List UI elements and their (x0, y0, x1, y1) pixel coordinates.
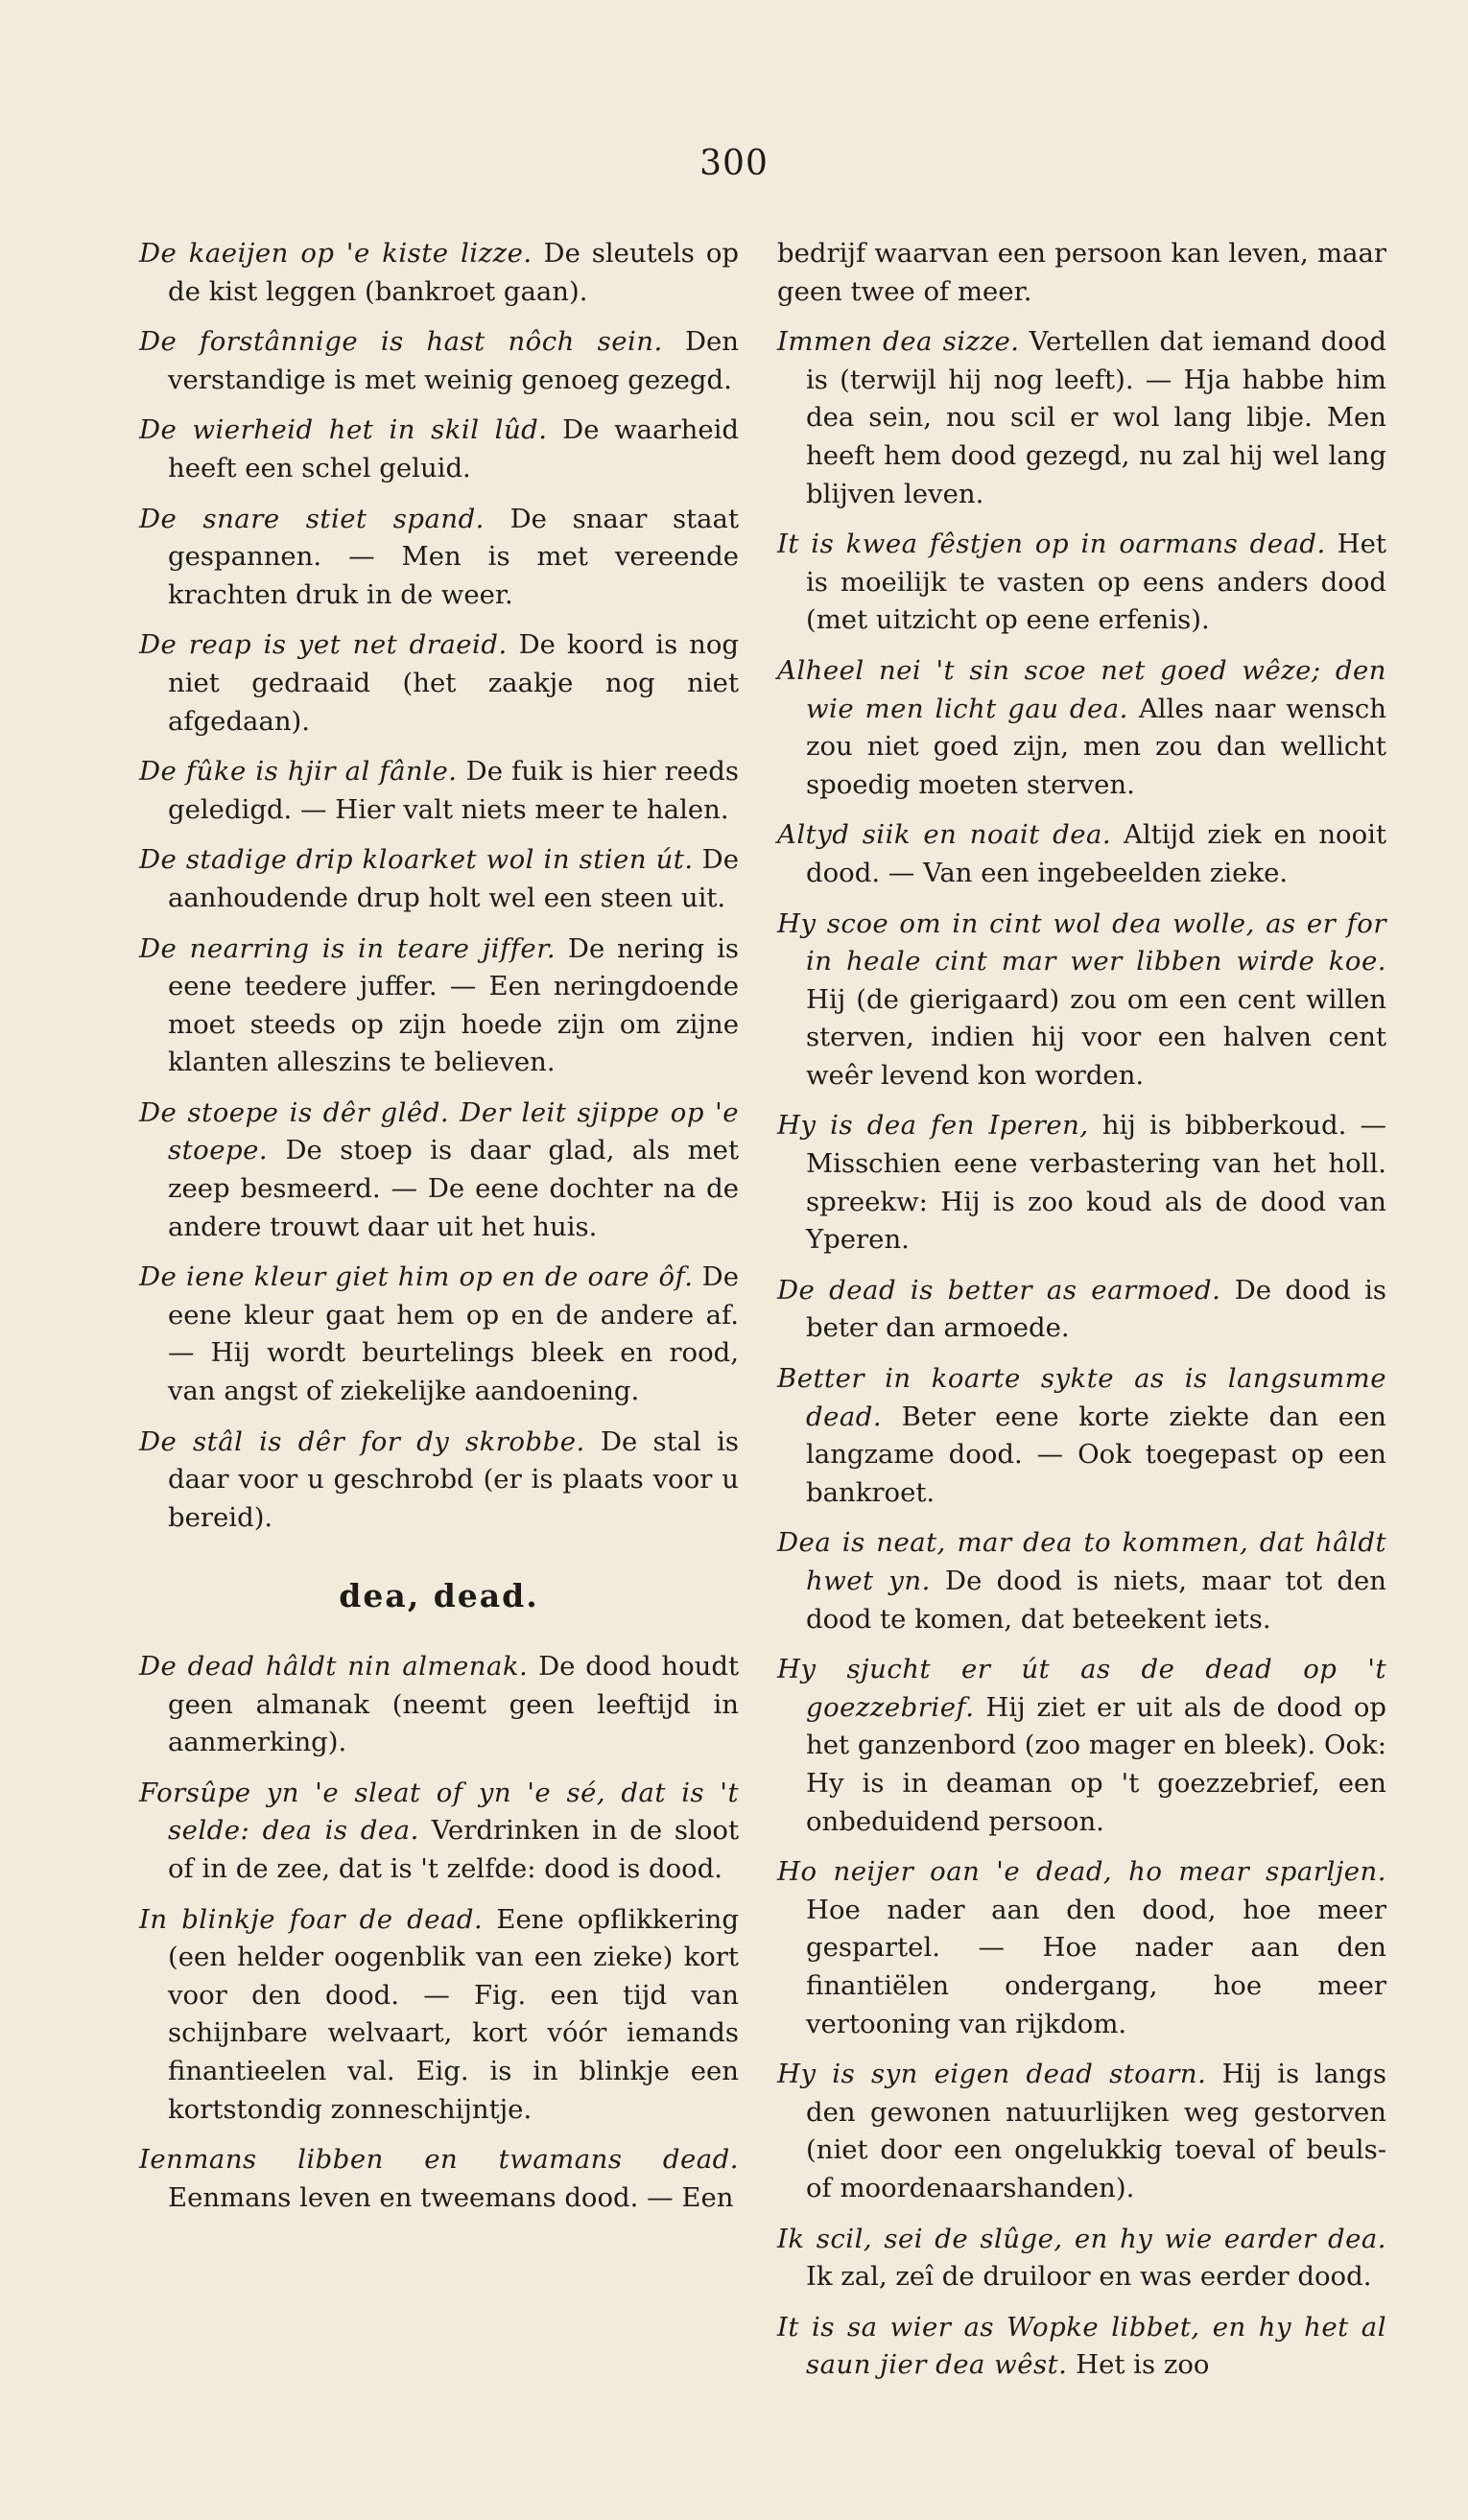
dictionary-entry (139, 1775, 739, 1889)
dictionary-entry (139, 1424, 739, 1538)
entry-phrase: Better in koarte sykte as is langsumme dead. (777, 1363, 1386, 1432)
entry-meaning: De aanhoudende drup holt wel een steen uit. (168, 844, 739, 913)
dictionary-entry (777, 816, 1386, 892)
entry-meaning: De fuik is hier reeds geledigd. — Hier valt niets meer te halen. (168, 756, 740, 825)
entry-phrase: De reap is yet net draeid. (139, 629, 508, 661)
page-number: 300 (699, 144, 769, 183)
dictionary-entry (777, 235, 1386, 311)
entry-phrase: Ik scil, sei de slûge, en hy wie earder dea. (777, 2223, 1386, 2254)
entry-phrase: De nearring is in teare jiffer. (139, 932, 556, 964)
entry-phrase: Forsûpe yn 'e sleat of yn 'e sé, dat is 't selde: dea is dea. (139, 1777, 739, 1847)
entry-meaning: De sleutels op de kist leggen (bankroet gaan). (168, 238, 739, 307)
dictionary-entry (139, 626, 739, 741)
entry-phrase: De iene kleur giet him op en de oare ôf. (139, 1261, 694, 1293)
entry-phrase: De dead is better as earmoed. (777, 1274, 1221, 1306)
dictionary-entry (139, 412, 739, 487)
dictionary-entry (139, 235, 739, 311)
dictionary-entry (777, 652, 1386, 804)
entry-meaning: De koord is nog niet gedraaid (het zaakje nog niet afgedaan). (168, 629, 739, 737)
entry-meaning: Verdrinken in de sloot of in de zee, dat is 't zelfde: dood is dood. (168, 1815, 739, 1884)
entry-meaning: Ik zal, zeî de druiloor en was eerder dood. (806, 2261, 1372, 2293)
dictionary-entry (777, 2056, 1386, 2207)
entry-meaning: Vertellen dat iemand dood is (terwijl hij nog leeft). — Hja habbe him dea sein, nou scil er wol lang libje. Men heeft hem dood gezegd, nu zal hij wel lang blijven leven. (806, 326, 1386, 509)
entry-phrase: De fûke is hjir al fânle. (139, 756, 458, 788)
entry-phrase: Ienmans libben en twamans dead. (139, 2144, 739, 2176)
entry-phrase: De kaeijen op 'e kiste lizze. (139, 238, 533, 269)
dictionary-entry (777, 2309, 1386, 2385)
dictionary-entry (139, 753, 739, 829)
entry-meaning: Altijd ziek en nooit dood. — Van een ingebeelden zieke. (806, 819, 1386, 888)
entry-phrase: Hy scoe om in cint wol dea wolle, as er for in heale cint mar wer libben wirde koe. (777, 907, 1386, 977)
entry-phrase: De forstânnige is hast nôch sein. (139, 326, 663, 358)
entry-phrase: De stadige drip kloarket wol in stien út. (139, 844, 694, 876)
entry-meaning: De dood is beter dan armoede. (806, 1274, 1386, 1344)
dictionary-entry (139, 2141, 739, 2217)
entry-meaning: Het is moeilijk te vasten op eens anders dood (met uitzicht op eene erfenis). (806, 529, 1386, 636)
entry-phrase: De dead hâldt nin almenak. (139, 1651, 529, 1682)
entry-meaning: De waarheid heeft een schel geluid. (168, 414, 739, 483)
dictionary-entry (777, 1651, 1386, 1841)
entry-meaning: Hoe nader aan den dood, hoe meer gespartel. — Hoe nader aan den finantiëlen ondergang, hoe meer vertooning van rijkdom. (806, 1894, 1386, 2039)
entry-meaning: De dood houdt geen almanak (neemt geen leeftijd in aanmerking). (168, 1651, 739, 1758)
entry-meaning: De snaar staat gespannen. — Men is met vereende krachten druk in de weer. (168, 503, 740, 610)
entry-meaning: De eene kleur gaat hem op en de andere af. — Hij wordt beurtelings bleek en rood, van angst of ziekelijke aandoening. (168, 1261, 739, 1407)
entry-phrase: Hy sjucht er út as de dead op 't goezzebrief. (777, 1654, 1386, 1723)
entry-phrase: Ho neijer oan 'e dead, ho mear sparljen. (777, 1856, 1386, 1888)
entry-meaning: Hij (de gierigaard) zou om een cent willen sterven, indien hij voor een halven cent weêr levend kon worden. (806, 983, 1386, 1091)
entry-phrase: De snare stiet spand. (139, 503, 485, 534)
entry-meaning: Hij is langs den gewonen natuurlijken weg gestorven (niet door een ongelukkig toeval of beuls- of moordenaarshanden). (806, 2059, 1386, 2203)
entry-meaning: Alles naar wensch zou niet goed zijn, men zou dan wellicht spoedig moeten sterven. (806, 693, 1386, 800)
entry-meaning: hij is bibberkoud. — Misschien eene verbastering van het holl. spreekw: Hij is zoo koud als de dood van Yperen. (806, 1110, 1386, 1256)
entry-phrase: De wierheid het in skil lûd. (139, 414, 548, 446)
section-heading: dea, dead. (339, 1577, 539, 1615)
entry-meaning: De nering is eene teedere juffer. — Een neringdoende moet steeds op zijn hoede zijn om zijne klanten alleszins te believen. (168, 932, 740, 1078)
entry-phrase: Hy is syn eigen dead stoarn. (777, 2059, 1207, 2090)
entry-meaning: Hij ziet er uit als de dood op het ganzenbord (zoo mager en bleek). Ook: Hy is in deaman op 't goezzebrief, een onbeduidend persoon. (806, 1691, 1386, 1837)
entry-meaning: Den verstandige is met weinig genoeg gezegd. (168, 326, 739, 395)
entry-phrase: It is kwea fêstjen op in oarmans dead. (777, 529, 1326, 560)
dictionary-entry (777, 323, 1386, 513)
entry-phrase: Immen dea sizze. (777, 326, 1020, 358)
dictionary-entry (777, 1853, 1386, 2043)
dictionary-entry (139, 1259, 739, 1410)
dictionary-entry (139, 323, 739, 399)
right-entries (777, 235, 1386, 2385)
dictionary-entry (777, 1360, 1386, 1512)
entry-meaning: Eene opflikkering (een helder oogenblik van een zieke) kort voor den dood. — Fig. een tijd van schijnbare welvaart, kort vóór iemands finantieelen val. Eig. is in blinkje een kortstondig zonneschijntje. (168, 1903, 739, 2125)
entry-meaning: Eenmans leven en tweemans dood. — Een (168, 2181, 734, 2213)
right-column (777, 235, 1386, 2397)
entry-meaning: bedrijf waarvan een persoon kan leven, maar geen twee of meer. (777, 238, 1386, 307)
dictionary-entry (139, 1095, 739, 1246)
entry-phrase: Hy is dea fen Iperen, (777, 1110, 1089, 1142)
entry-meaning: De stoep is daar glad, als met zeep besmeerd. — De eene dochter na de andere trouwt daar uit het huis. (168, 1135, 739, 1242)
dictionary-entry (139, 930, 739, 1082)
entry-phrase: Alheel nei 't sin scoe net goed wêze; den wie men licht gau dea. (777, 654, 1386, 724)
entry-meaning: De dood is niets, maar tot den dood te komen, dat beteekent iets. (806, 1566, 1386, 1635)
dictionary-entry (139, 1648, 739, 1762)
entry-phrase: De stoepe is dêr glêd. Der leit sjippe op 'e stoepe. (139, 1096, 739, 1166)
left-entries (139, 235, 739, 1537)
dictionary-entry (777, 906, 1386, 1095)
dictionary-entry (139, 1901, 739, 2130)
dictionary-entry (777, 1524, 1386, 1638)
dictionary-entry (777, 526, 1386, 640)
entry-phrase: In blinkje foar de dead. (139, 1903, 484, 1935)
entry-phrase: Altyd siik en noait dea. (777, 819, 1112, 851)
entry-meaning: Het is zoo (1067, 2349, 1210, 2381)
entry-meaning: Beter eene korte ziekte dan een langzame dood. — Ook toegepast op een bankroet. (806, 1401, 1386, 1508)
entry-phrase: It is sa wier as Wopke libbet, en hy het al saun jier dea wêst. (777, 2311, 1386, 2381)
dictionary-entry (139, 501, 739, 615)
entry-meaning: De stal is daar voor u geschrobd (er is plaats voor u bereid). (168, 1425, 739, 1533)
entry-phrase: Dea is neat, mar dea to kommen, dat hâldt hwet yn. (777, 1527, 1386, 1596)
dictionary-entry (777, 1107, 1386, 1259)
left-entries-after (139, 1648, 739, 2217)
dictionary-entry (777, 1272, 1386, 1348)
entry-phrase: De stâl is dêr for dy skrobbe. (139, 1425, 585, 1457)
dictionary-entry (777, 2221, 1386, 2296)
dictionary-entry (139, 841, 739, 917)
left-column (139, 235, 739, 2229)
